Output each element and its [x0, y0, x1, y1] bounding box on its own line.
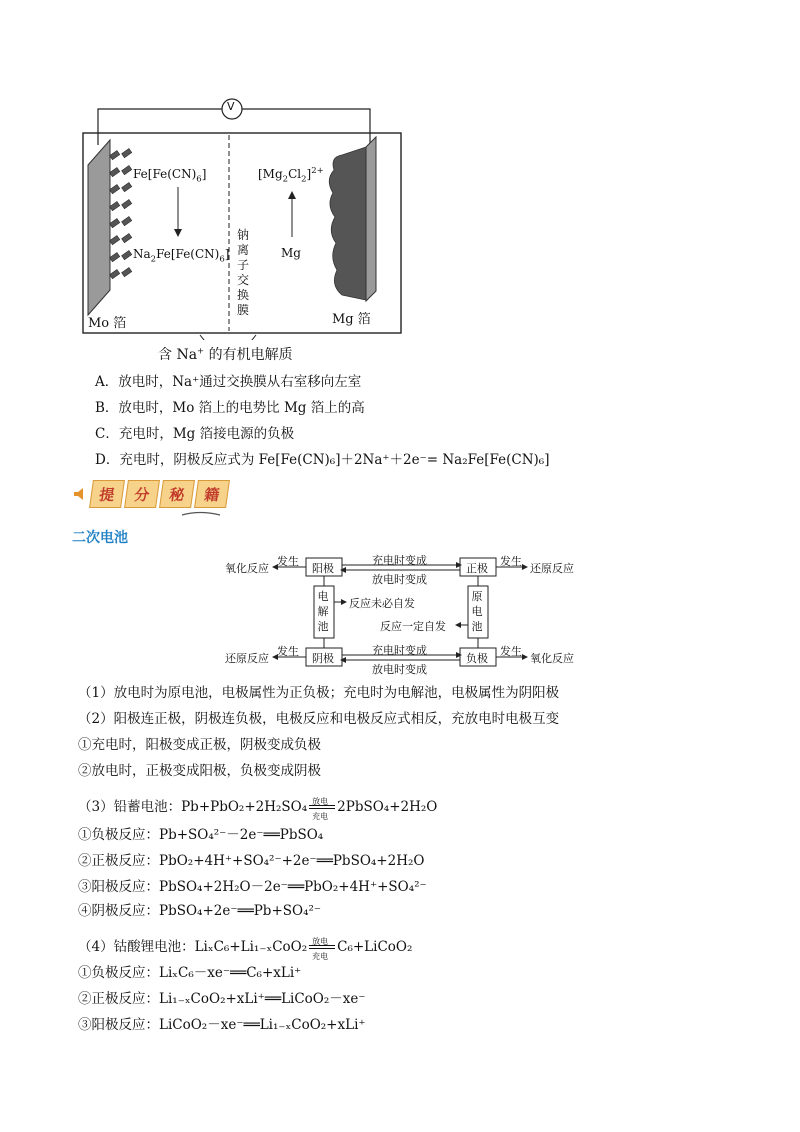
licoo2-equation: （4）钴酸锂电池：LiₓC₆+Li₁₋ₓCoO₂ 放电 充电 C₆+LiCoO₂ — [78, 936, 413, 961]
tips-banner — [72, 480, 228, 508]
flow-anode: 阳极 — [312, 562, 334, 575]
lead-acid-negative: ①负极反应：Pb+SO₄²⁻－2e⁻══PbSO₄ — [78, 827, 324, 843]
licoo2-negative: ①负极反应：LiₓC₆－xe⁻══C₆+xLi⁺ — [78, 965, 302, 981]
mg-label: Mg — [281, 246, 301, 260]
flow-charge-become-bot: 充电时变成 — [372, 644, 427, 657]
flow-fasheng-tr: 发生 — [500, 555, 522, 568]
option-d: D．充电时，阴极反应式为 Fe[Fe(CN)₆]＋2Na⁺＋2e⁻= Na₂Fe[Fe(CN)₆] — [95, 452, 550, 468]
mo-foil — [88, 140, 110, 315]
badge-char-1: 提 — [89, 480, 125, 508]
lead-acid-anode: ③阳极反应：PbSO₄+2H₂O－2e⁻══PbO₂+4H⁺+SO₄²⁻ — [78, 879, 427, 895]
voltmeter-label: V — [227, 100, 235, 113]
flow-electrolytic: 电 解 池 — [317, 590, 329, 633]
badge-char-4: 籍 — [194, 480, 230, 508]
flow-reduction-left: 还原反应 — [225, 652, 269, 665]
speaker-icon — [72, 487, 88, 501]
membrane-label: 钠 离 子 交 换 膜 — [236, 228, 249, 317]
left-arrow-head — [174, 229, 182, 237]
right-arrow-head — [288, 191, 296, 199]
mo-foil-label: Mo 箔 — [88, 316, 127, 331]
flow-positive: 正极 — [466, 562, 488, 575]
flow-not-spontaneous: 反应未必自发 — [349, 597, 415, 610]
flow-fasheng-br: 发生 — [500, 645, 522, 658]
mg-complex-label: $[Mg_2Cl_2]^{2+}$ — [258, 166, 324, 185]
para-2: （2）阳极连正极，阴极连负极，电极反应和电极反应式相反，充放电时电极互变 — [78, 711, 560, 727]
badge-char-3: 秘 — [159, 480, 195, 508]
reversible-arrow-2: 放电 充电 — [309, 939, 335, 957]
option-c: C．充电时，Mg 箔接电源的负极 — [95, 426, 295, 442]
flow-oxidation-left: 氧化反应 — [225, 562, 269, 575]
flow-reduction-right: 还原反应 — [530, 562, 574, 575]
na-complex-label: $Na_2Fe[Fe(CN)_6]$ — [133, 247, 230, 265]
option-b: B．放电时，Mo 箔上的电势比 Mg 箔上的高 — [95, 400, 365, 416]
licoo2-positive: ②正极反应：Li₁₋ₓCoO₂+xLi⁺══LiCoO₂－xe⁻ — [78, 991, 366, 1007]
flow-fasheng-bl: 发生 — [277, 645, 299, 658]
mg-deposit — [329, 147, 366, 300]
flow-oxidation-right: 氧化反应 — [530, 652, 574, 665]
flow-spontaneous: 反应一定自发 — [380, 620, 446, 633]
flow-charge-become-top: 充电时变成 — [372, 554, 427, 567]
flow-galvanic: 原 电 池 — [471, 590, 483, 633]
badge-char-2: 分 — [124, 480, 160, 508]
banner-swoosh — [180, 510, 222, 518]
option-a: A．放电时，Na⁺通过交换膜从右室移向左室 — [95, 374, 362, 390]
para-3: ①充电时，阳极变成正极，阴极变成负极 — [78, 737, 321, 753]
lead-acid-cathode: ④阴极反应：PbSO₄+2e⁻══Pb+SO₄²⁻ — [78, 903, 322, 919]
lead-acid-positive: ②正极反应：PbO₂+4H⁺+SO₄²⁻+2e⁻══PbSO₄+2H₂O — [78, 853, 425, 869]
flow-cathode: 阴极 — [312, 652, 334, 665]
section-title: 二次电池 — [72, 530, 128, 546]
licoo2-anode: ③阳极反应：LiCoO₂－xe⁻══Li₁₋ₓCoO₂+xLi⁺ — [78, 1017, 366, 1033]
flow-negative: 负极 — [466, 652, 488, 665]
electrolyte-pointer-left — [200, 335, 208, 340]
electrolyte-pointer-right — [248, 335, 256, 340]
electrolyte-caption: 含 Na+ 的有机电解质 — [158, 346, 293, 363]
mo-particles — [110, 148, 132, 278]
flow-fasheng-tl: 发生 — [277, 555, 299, 568]
flow-discharge-become-bot: 放电时变成 — [372, 663, 427, 676]
mg-foil — [366, 137, 376, 301]
lead-acid-equation: （3）铅蓄电池：Pb+PbO₂+2H₂SO₄ 放电 充电 2PbSO₄+2H₂O — [78, 796, 438, 821]
flow-discharge-become-top: 放电时变成 — [372, 573, 427, 586]
mg-foil-label: Mg 箔 — [332, 312, 371, 327]
wire-right — [242, 109, 370, 143]
fe-complex-label: $Fe[Fe(CN)_6]$ — [133, 167, 207, 185]
reversible-arrow: 放电 充电 — [309, 799, 335, 817]
para-1: （1）放电时为原电池，电极属性为正负极；充电时为电解池，电极属性为阴阳极 — [78, 685, 560, 701]
wire-left — [98, 109, 222, 145]
para-4: ②放电时，正极变成阳极，负极变成阴极 — [78, 763, 321, 779]
